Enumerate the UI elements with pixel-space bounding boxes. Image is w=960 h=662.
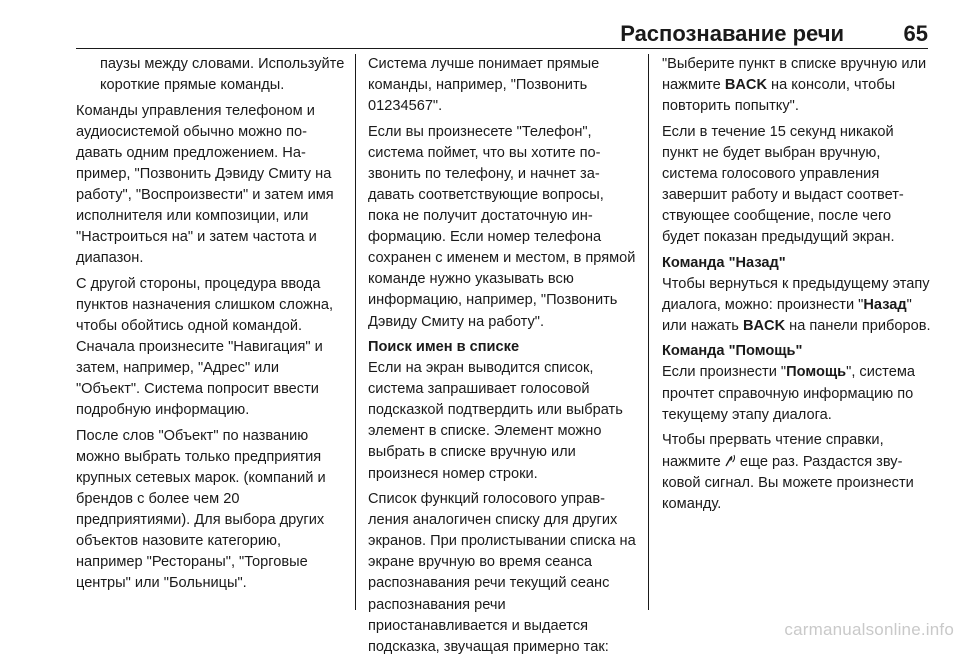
back-key-label: BACK bbox=[724, 77, 767, 94]
paragraph-help-command: Если произнести "Помощь", система прочтет справочную информацию по текущему этапу диалога. bbox=[662, 364, 915, 423]
paragraph-pauses: паузы между словами. Используйте короткие прямые команды. bbox=[100, 56, 345, 94]
watermark: carmanualsonline.info bbox=[784, 620, 954, 639]
paragraph-direct-commands: Система лучше понимает прямые команды, например, "Позвонить 01234567". bbox=[368, 56, 600, 115]
paragraph-back-command: Чтобы вернуться к предыдущему этапу диалога, можно: произнести "Назад" или нажать BACK на панели приборов. bbox=[662, 275, 931, 334]
help-word-label: Помощь bbox=[786, 364, 847, 381]
column-right bbox=[662, 54, 932, 520]
paragraph-poi-search: После слов "Объект" по названию можно выбрать только предприятия крупных сетевых марок. (компаний и брендов с более чем 20 предприятиями). Для выбора других объектов назовите категорию, например "Рестораны", "Торговые центры" или "Больницы". bbox=[76, 427, 326, 592]
paragraph-list-scrolling: Список функций голосового управления аналогичен списку для других экранов. При пролистывании списка на экране вручную во время сеанса распознавания речи текущий сеанс распознавания речи приостанавливается и выдается подсказка, звучащая примерно так: bbox=[368, 491, 636, 655]
page-number: 65 bbox=[903, 21, 928, 46]
paragraph-interrupt-help: Чтобы прервать чтение справки, нажмите еще раз. Раздастся звуковой сигнал. Вы можете произнести команду. bbox=[662, 432, 914, 513]
paragraph-timeout: Если в течение 15 секунд никакой пункт не будет выбран вручную, система голосового управления завершит работу и выдаст соответствующее сообщение, после чего будет показан предыдущий экран. bbox=[662, 123, 904, 246]
column-left bbox=[76, 54, 346, 599]
voice-icon bbox=[725, 451, 736, 472]
paragraph-phone-dialog: Если вы произнесете "Телефон", система поймет, что вы хотите позвонить по телефону, и начнет задавать соответствующие вопросы, пока не получит достаточную информацию. Если номер телефона сохранен с именем и местом, в прямой команде нужно указывать всю информацию, например, "Позвонить Дэвиду Смиту на работу". bbox=[368, 123, 636, 330]
paragraph-list-selection: Если на экран выводится список, система запрашивает голосовой подсказкой подтвердить или выбрать элемент в списке. Элемент можно выбрать в списке вручную или произнеся номер строки. bbox=[368, 360, 623, 482]
back-word-label: Назад bbox=[863, 296, 907, 313]
page-header bbox=[0, 0, 960, 52]
paragraph-phone-audio-commands: Команды управления телефоном и аудиосистемой обычно можно подавать одним предложением. Например, "Позвонить Дэвиду Смиту на работу", "Воспроизвести" и затем имя исполнителя или композиции, или "Настроиться на" и затем частота и диапазон. bbox=[76, 102, 334, 267]
heading-list-search: Поиск имен в списке bbox=[368, 339, 520, 355]
back-key-label: BACK bbox=[742, 317, 786, 334]
page-title: Распознавание речи bbox=[620, 21, 844, 46]
heading-help-command: Команда "Помощь" bbox=[662, 343, 803, 360]
heading-back-command: Команда "Назад" bbox=[662, 254, 786, 271]
column-middle bbox=[368, 54, 638, 662]
column-divider-left bbox=[355, 54, 356, 610]
header-rule bbox=[76, 48, 928, 49]
paragraph-destination-entry: С другой стороны, процедура ввода пунктов назначения слишком сложна, чтобы обойтись одной командой. Сначала произнесите "Навигация" и затем, например, "Адрес" или "Объект". Система попросит ввести подробную информацию. bbox=[76, 275, 334, 419]
column-divider-right bbox=[648, 54, 649, 610]
paragraph-manual-select-prompt: "Выберите пункт в списке вручную или нажмите BACK на консоли, чтобы повторить попытку". bbox=[662, 56, 927, 115]
